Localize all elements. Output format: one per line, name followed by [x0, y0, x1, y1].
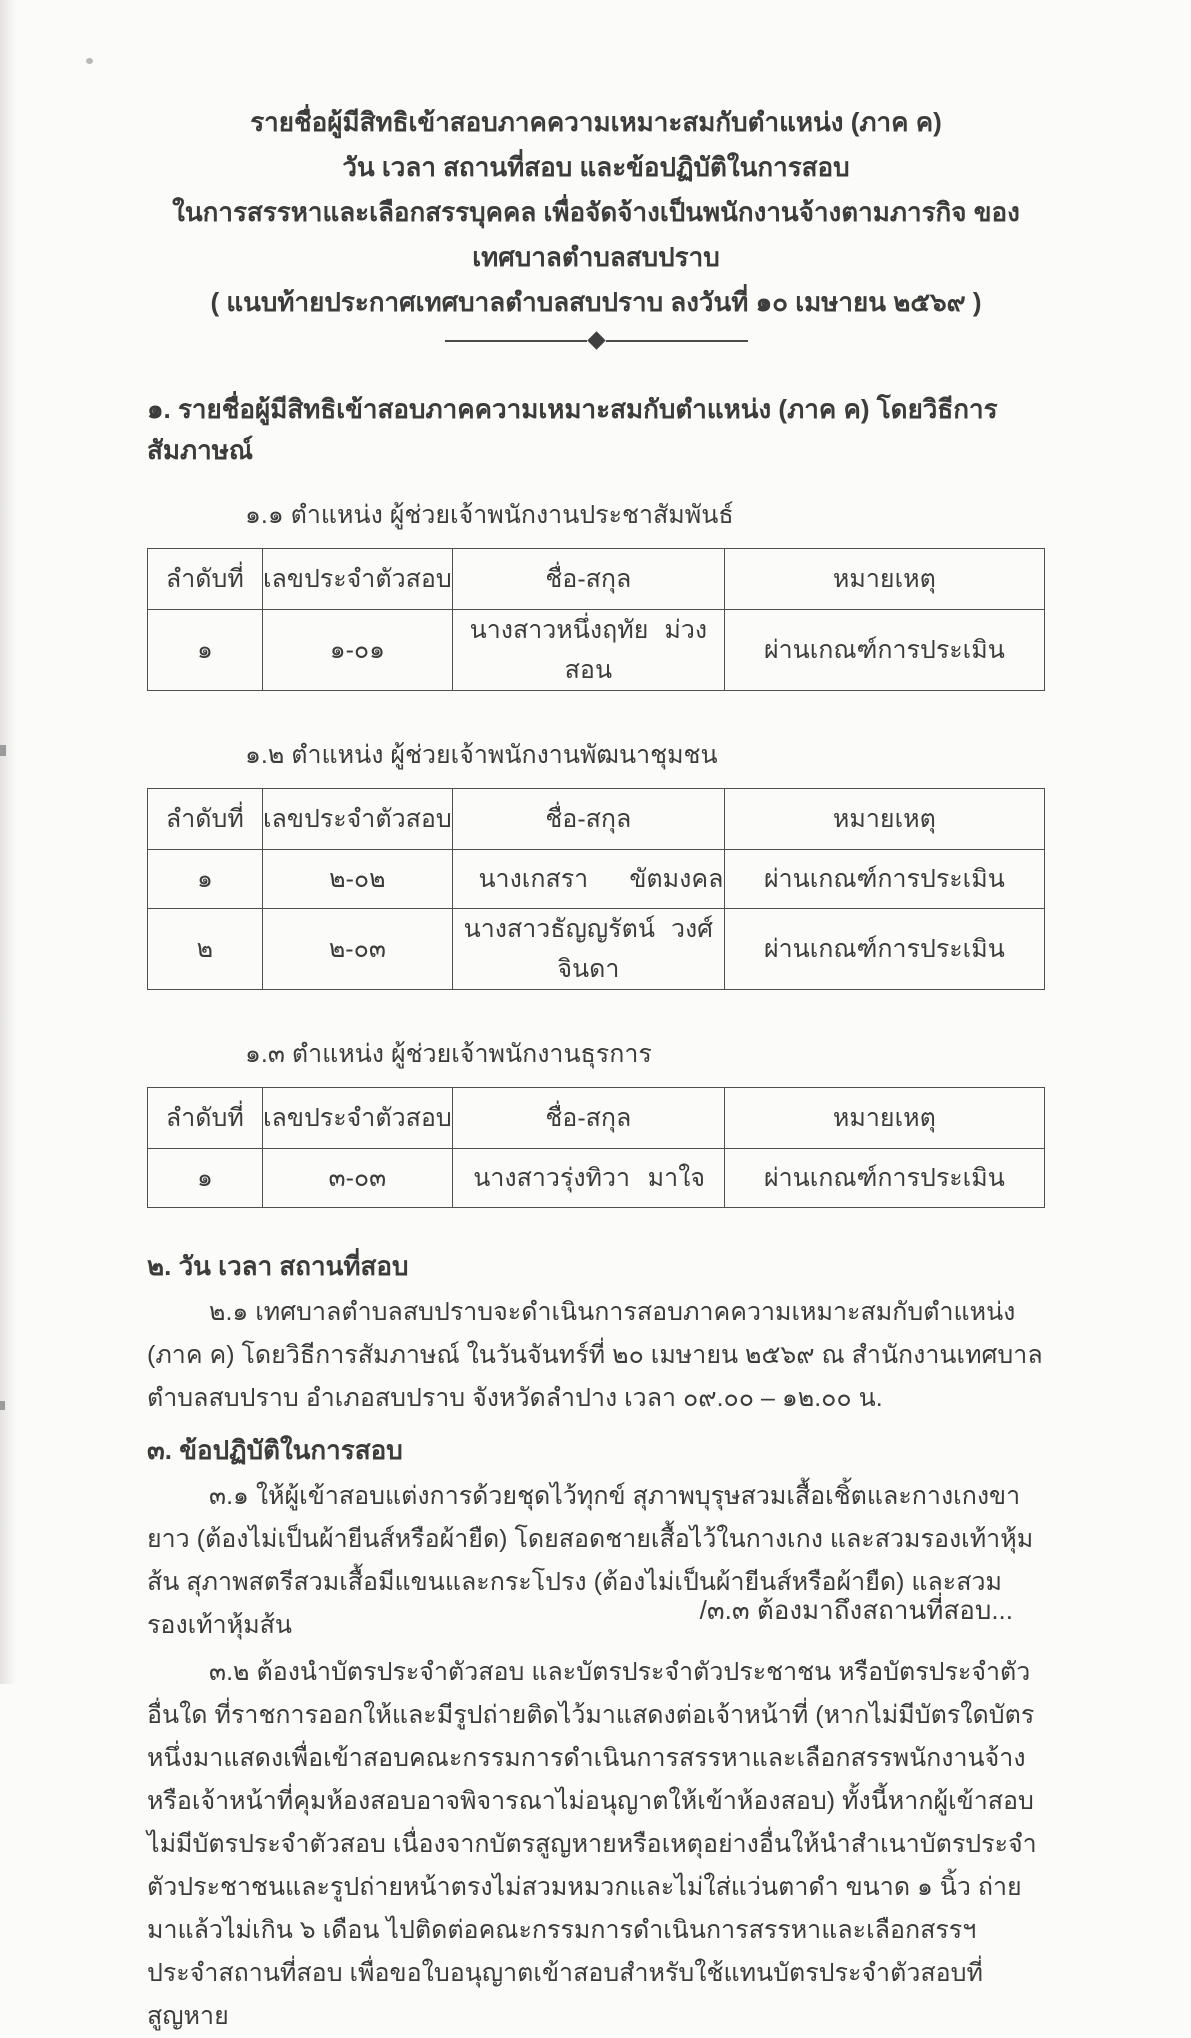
last-name: มาใจ [647, 1164, 706, 1192]
first-name: นางเกสรา [478, 865, 589, 893]
column-header-name: ชื่อ-สกุล [452, 789, 724, 850]
cell-order: ๑ [148, 850, 263, 909]
scan-speck-artifact [86, 58, 93, 64]
table-row [148, 909, 1045, 990]
column-header-name: ชื่อ-สกุล [452, 549, 724, 610]
document-title-block [147, 100, 1045, 325]
divider-line-left [445, 340, 587, 342]
title-line-3: ในการสรรหาและเลือกสรรบุคคล เพื่อจัดจ้างเป็นพนักงานจ้างตามภารกิจ ของเทศบาลตำบลสบปราบ [172, 197, 1020, 272]
scan-speck-artifact [0, 1401, 5, 1410]
table-row [148, 1149, 1045, 1208]
table-header-row [148, 789, 1045, 850]
subsection-1-1-label: ๑.๑ ตำแหน่ง ผู้ช่วยเจ้าพนักงานประชาสัมพันธ์ [245, 501, 734, 529]
title-line-2: วัน เวลา สถานที่สอบ และข้อปฏิบัติในการสอบ [342, 152, 850, 182]
candidates-table-1-3 [147, 1087, 1045, 1208]
last-name: ม่วงสอน [564, 616, 708, 684]
table-header-row [148, 549, 1045, 610]
section-3-paragraph-1: ๓.๑ ให้ผู้เข้าสอบแต่งการด้วยชุดไว้ทุกข์ สุภาพบุรุษสวมเสื้อเชิ้ตและกางเกงขายาว (ต้องไม่เป็นผ้ายีนส์หรือผ้ายืด) โดยสอดชายเสื้อไว้ในกางเกง และสวมรองเท้าหุ้มส้น สุภาพสตรีสวมเสื้อมีแขนและกระโปรง (ต้องไม่เป็นผ้ายีนส์หรือผ้ายืด) และสวมรองเท้าหุ้มส้น [147, 1482, 1034, 1639]
candidates-table-1-1 [147, 548, 1045, 691]
column-header-remark: หมายเหตุ [724, 789, 1044, 850]
divider-line-right [606, 340, 748, 342]
cell-remark: ผ่านเกณฑ์การประเมิน [724, 1149, 1044, 1208]
section-1-heading: ๑. รายชื่อผู้มีสิทธิเข้าสอบภาคความเหมาะสมกับตำแหน่ง (ภาค ค) โดยวิธีการสัมภาษณ์ [147, 394, 998, 465]
column-header-order: ลำดับที่ [148, 1088, 263, 1149]
cell-remark: ผ่านเกณฑ์การประเมิน [724, 610, 1044, 691]
cell-exam-no: ๒-๐๒ [262, 850, 452, 909]
table-row [148, 610, 1045, 691]
title-line-4: ( แนบท้ายประกาศเทศบาลตำบลสบปราบ ลงวันที่ ๑๐ เมษายน ๒๕๖๙ ) [210, 287, 982, 317]
cell-exam-no: ๑-๐๑ [262, 610, 452, 691]
cell-remark: ผ่านเกณฑ์การประเมิน [724, 850, 1044, 909]
first-name: นางสาวรุ่งทิวา [473, 1164, 631, 1192]
scan-speck-artifact [0, 745, 6, 756]
scan-edge-artifact [0, 0, 16, 1684]
last-name: วงศ์จินดา [557, 915, 714, 983]
ornamental-divider [147, 334, 1045, 347]
section-2-paragraph-1: ๒.๑ เทศบาลตำบลสบปราบจะดำเนินการสอบภาคความเหมาะสมกับตำแหน่ง (ภาค ค) โดยวิธีการสัมภาษณ์ ในวันจันทร์ที่ ๒๐ เมษายน ๒๕๖๙ ณ สำนักงานเทศบาลตำบลสบปราบ อำเภอสบปราบ จังหวัดลำปาง เวลา ๐๙.๐๐ – ๑๒.๐๐ น. [147, 1298, 1043, 1412]
section-2-heading: ๒. วัน เวลา สถานที่สอบ [147, 1251, 409, 1281]
last-name: ขัตมงคล [629, 865, 724, 893]
cell-name [452, 850, 724, 909]
cell-order: ๑ [148, 610, 263, 691]
cell-name [452, 1149, 724, 1208]
candidates-table-1-2 [147, 788, 1045, 990]
cell-order: ๑ [148, 1149, 263, 1208]
column-header-name: ชื่อ-สกุล [452, 1088, 724, 1149]
cell-exam-no: ๓-๐๓ [262, 1149, 452, 1208]
column-header-order: ลำดับที่ [148, 549, 263, 610]
cell-order: ๒ [148, 909, 263, 990]
cell-name [452, 909, 724, 990]
column-header-exam-no: เลขประจำตัวสอบ [262, 1088, 452, 1149]
subsection-1-2-label: ๑.๒ ตำแหน่ง ผู้ช่วยเจ้าพนักงานพัฒนาชุมชน [245, 741, 718, 769]
column-header-order: ลำดับที่ [148, 789, 263, 850]
column-header-remark: หมายเหตุ [724, 549, 1044, 610]
subsection-1-3-label: ๑.๓ ตำแหน่ง ผู้ช่วยเจ้าพนักงานธุรการ [245, 1040, 652, 1068]
first-name: นางสาวธัญญรัตน์ [463, 915, 655, 943]
table-row [148, 850, 1045, 909]
column-header-exam-no: เลขประจำตัวสอบ [262, 549, 452, 610]
column-header-exam-no: เลขประจำตัวสอบ [262, 789, 452, 850]
first-name: นางสาวหนึ่งฤทัย [469, 616, 649, 644]
title-line-1: รายชื่อผู้มีสิทธิเข้าสอบภาคความเหมาะสมกับตำแหน่ง (ภาค ค) [250, 107, 942, 137]
column-header-remark: หมายเหตุ [724, 1088, 1044, 1149]
section-3-paragraph-2: ๓.๒ ต้องนำบัตรประจำตัวสอบ และบัตรประจำตัวประชาชน หรือบัตรประจำตัวอื่นใด ที่ราชการออกให้และมีรูปถ่ายติดไว้มาแสดงต่อเจ้าหน้าที่ (หากไม่มีบัตรใดบัตรหนึ่งมาแสดงเพื่อเข้าสอบคณะกรรมการดำเนินการสรรหาและเลือกสรรพนักงานจ้าง หรือเจ้าหน้าที่คุมห้องสอบอาจพิจารณาไม่อนุญาตให้เข้าห้องสอบ) ทั้งนี้หากผู้เข้าสอบไม่มีบัตรประจำตัวสอบ เนื่องจากบัตรสูญหายหรือเหตุอย่างอื่นให้นำสำเนาบัตรประจำตัวประชาชนและรูปถ่ายหน้าตรงไม่สวมหมวกและไม่ใส่แว่นตาดำ ขนาด ๑ นิ้ว ถ่ายมาแล้วไม่เกิน ๖ เดือน ไปติดต่อคณะกรรมการดำเนินการสรรหาและเลือกสรรฯ ประจำสถานที่สอบ เพื่อขอใบอนุญาตเข้าสอบสำหรับใช้แทนบัตรประจำตัวสอบที่สูญหาย [147, 1658, 1037, 2030]
cell-name [452, 610, 724, 691]
cell-exam-no: ๒-๐๓ [262, 909, 452, 990]
diamond-icon [587, 331, 605, 349]
table-header-row [148, 1088, 1045, 1149]
page-continuation-note: /๓.๓ ต้องมาถึงสถานที่สอบ... [699, 1595, 1013, 1625]
section-3-heading: ๓. ข้อปฏิบัติในการสอบ [147, 1435, 403, 1465]
cell-remark: ผ่านเกณฑ์การประเมิน [724, 909, 1044, 990]
